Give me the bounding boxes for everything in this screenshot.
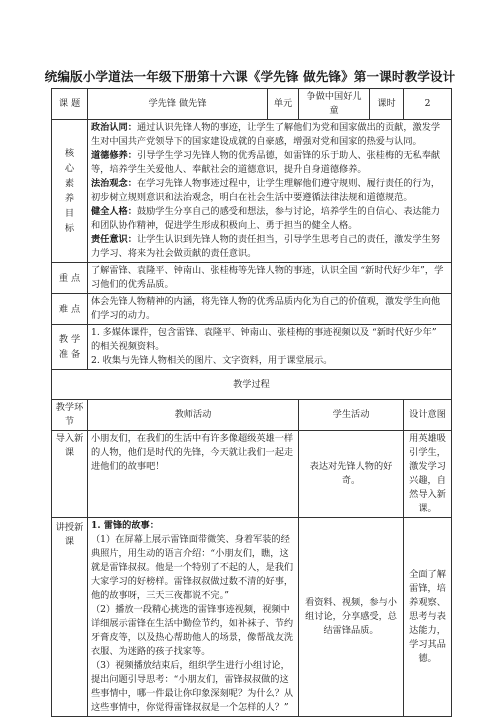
stage-cell: 导入新课 (52, 431, 88, 518)
lesson-plan-table (51, 88, 452, 717)
teacher-activity: 1. 雷锋的故事： （1）在屏幕上展示雷锋面带微笑、身着军装的经典照片，用生动的语言介绍：“小朋友们，瞧，这就是雷锋叔叔。他是一个特别了不起的人，是我们大家学习的好榜样。雷锋叔叔做过数不清的好事，他的故事呀，三天三夜都说不完。” （2）播放一段精心挑选的雷锋事迹视频，视频中详细展示雷锋在生活中勤俭节约，如补袜子、节约牙膏皮等，以及热心帮助他人的场景，像帮战友洗衣服、为迷路的孩子找家等。 （3）视频播放结束后，组织学生进行小组讨论，提出问题引导思考：“小朋友们，雷锋叔叔做的这些事情中，哪一件最让你印象深刻呢？为什么？从这些事情中，你觉得雷锋叔叔是一个怎样的人？” (88, 518, 299, 717)
teacher-activity: 小朋友们，在我们的生活中有许多像超级英雄一样的人物，他们是时代的先锋，今天就让我们一起走进他们的故事吧！ (88, 431, 299, 518)
col-intent-header: 设计意图 (404, 400, 452, 431)
process-title: 教学过程 (52, 370, 452, 400)
course-label: 课 题 (52, 89, 88, 120)
key-point-label: 重 点 (52, 263, 88, 294)
student-activity: 表达对先锋人物的好奇。 (299, 431, 404, 518)
difficulty-row (52, 294, 452, 325)
process-row-intro (52, 431, 452, 518)
key-point-text: 了解雷锋、袁隆平、钟南山、张桂梅等先锋人物的事迹，认识全国 “新时代好少年”，学习他们的优秀品质。 (88, 263, 452, 294)
core-literacy-content (88, 120, 452, 263)
core-literacy-row (52, 120, 452, 263)
header-row (52, 89, 452, 120)
stage-cell: 讲授新课 (52, 518, 88, 717)
col-student-header: 学生活动 (299, 400, 404, 431)
preparation-row (52, 325, 452, 370)
core-item-moral: 道德修养：引导学生学习先锋人物的优秀品德，如雷锋的乐于助人、张桂梅的无私奉献等，培养学生关爱他人、奉献社会的道德意识，提升自身道德修养。 (91, 150, 441, 175)
unit-label: 单元 (268, 89, 299, 120)
design-intent: 用英雄吸引学生，激发学习兴趣，自然导入新课。 (404, 431, 452, 518)
document-title: 统编版小学道法一年级下册第十六课《学先锋 做先锋》第一课时教学设计 (44, 69, 456, 84)
period-label: 课时 (370, 89, 404, 120)
process-row-teaching (52, 518, 452, 717)
key-point-row (52, 263, 452, 294)
period-value: 2 (404, 89, 452, 120)
core-item-law: 法治观念：在学习先锋人物事迹过程中，让学生理解他们遵守规则、履行责任的行为，初步树立规则意识和法治观念，明白在社会生活中要遵循法律法规和道德规范。 (91, 178, 441, 203)
core-item-political: 政治认同：通过认识先锋人物的事迹，让学生了解他们为党和国家做出的贡献，激发学生对中国共产党领导下的国家建设成就的自豪感，增强对党和国家的热爱与认同。 (91, 122, 441, 147)
core-literacy-label: 核 心 素 养 目 标 (52, 120, 88, 263)
unit-value: 争做中国好儿童 (299, 89, 370, 120)
process-title-row (52, 370, 452, 400)
preparation-item: 1. 多媒体课件，包含雷锋、袁隆平、钟南山、张桂梅的事迹视频以及 “新时代好少年” 的相关视频资料。 (91, 327, 437, 352)
process-header-row (52, 400, 452, 431)
core-item-responsibility: 责任意识：让学生认识到先锋人物的责任担当，引导学生思考自己的责任，激发学生努力学习、将来为社会做贡献的责任意识。 (91, 234, 441, 259)
design-intent: 全面了解雷锋，培养观察、思考与表达能力，学习其品德。 (404, 518, 452, 717)
difficulty-label: 难 点 (52, 294, 88, 325)
student-activity: 看资料、视频，参与小组讨论，分享感受，总结雷锋品质。 (299, 518, 404, 717)
preparation-label: 教 学 准 备 (52, 325, 88, 370)
difficulty-text: 体会先锋人物精神的内涵，将先锋人物的优秀品质内化为自己的价值观，激发学生向他们学习的动力。 (88, 294, 452, 325)
preparation-item: 2. 收集与先锋人物相关的图片、文字资料，用于课堂展示。 (91, 355, 333, 366)
course-value: 学先锋 做先锋 (88, 89, 268, 120)
core-item-personality: 健全人格：鼓励学生分享自己的感受和想法，参与讨论，培养学生的自信心、表达能力和团队协作精神，促进学生形成积极向上、勇于担当的健全人格。 (91, 206, 441, 231)
col-teacher-header: 教师活动 (88, 400, 299, 431)
preparation-content (88, 325, 452, 370)
col-stage-header: 教学环节 (52, 400, 88, 431)
teacher-activity-heading: 1. 雷锋的故事： (91, 520, 159, 531)
